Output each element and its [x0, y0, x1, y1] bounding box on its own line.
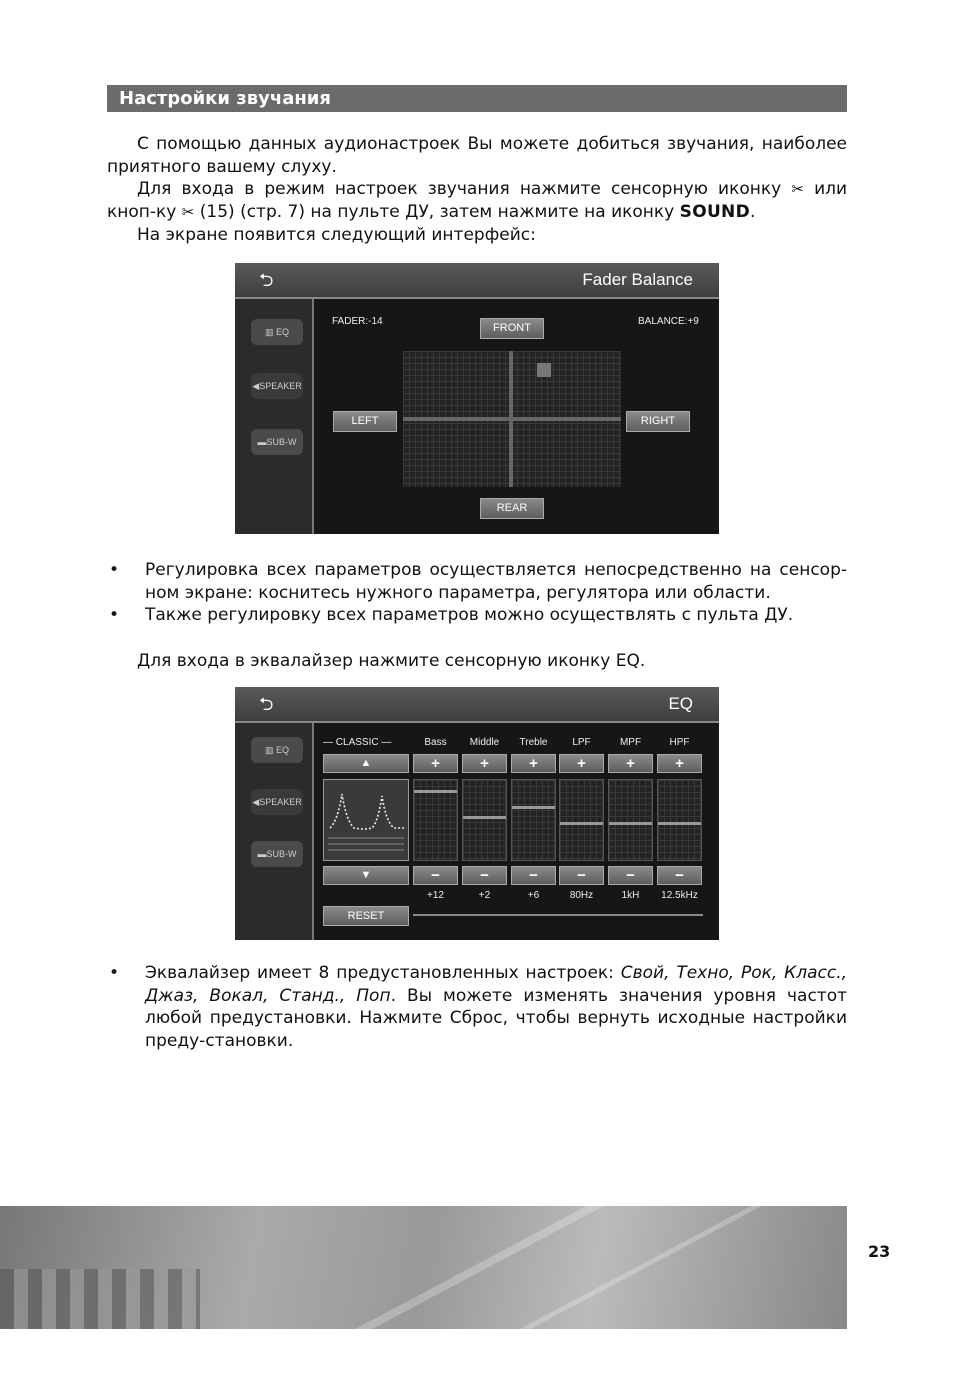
screen-title: Fader Balance [582, 270, 693, 289]
eq-icon: ▥ [264, 745, 274, 755]
intro-paragraph-2: Для входа в режим настроек звучания нажмите сенсорную иконку ✂ или кноп-ку ✂ (15) (стр. 7) на пульте ДУ, затем нажмите на иконку SOUND. [107, 179, 848, 222]
speaker-icon: ◀ [252, 797, 260, 807]
film-strip-graphic [0, 1269, 200, 1329]
band-minus-button[interactable]: − [511, 866, 556, 885]
band-plus-button[interactable]: + [657, 754, 702, 773]
band-level-marker[interactable] [414, 790, 457, 793]
band-value: 12.5kHz [661, 890, 698, 901]
band-name: HPF [669, 737, 690, 748]
band-plus-button[interactable]: + [462, 754, 507, 773]
band-slider[interactable] [462, 779, 507, 861]
list-item: • Эквалайзер имеет 8 предустановленных настроек: Свой, Техно, Рок, Класс., Джаз, Вокал, Станд., Поп. Вы можете изменять значения уровня частот любой предустановки. Нажмите Сброс, чтобы вернуть исходные настройки преду-становки. [109, 963, 848, 1051]
intro-paragraph-1: С помощью данных аудионастроек Вы можете добиться звучания, наиболее приятного вашему слуху. [107, 134, 847, 177]
band-slider[interactable] [657, 779, 702, 861]
band-slider[interactable] [559, 779, 604, 861]
subwoofer-icon: ▬ [257, 849, 267, 859]
balance-value: BALANCE:+9 [638, 316, 699, 327]
band-level-marker[interactable] [463, 816, 506, 819]
triangle-down-icon: ▼ [360, 869, 372, 881]
eq-screen [235, 687, 719, 940]
subwoofer-icon: ▬ [257, 437, 267, 447]
fader-balance-handle[interactable] [537, 363, 551, 377]
fader-balance-grid[interactable] [403, 351, 621, 487]
sidebar-item-speaker[interactable]: ◀SPEAKER [251, 789, 303, 815]
band-name: Bass [424, 737, 447, 748]
band-value: 80Hz [569, 890, 594, 901]
band-slider[interactable] [608, 779, 653, 861]
fader-balance-screen [235, 263, 719, 534]
sidebar [235, 299, 314, 534]
band-name: Middle [469, 737, 500, 748]
band-level-marker[interactable] [560, 822, 603, 825]
preset-up-button[interactable] [323, 754, 409, 773]
band-slider[interactable] [511, 779, 556, 861]
preset-preview [323, 779, 409, 861]
band-value: +2 [478, 890, 491, 901]
sidebar [235, 723, 314, 940]
list-item: • Регулировка всех параметров осуществляется непосредственно на сенсор-ном экране: коснитесь нужного параметра, регулятора или области. [109, 560, 847, 603]
fader-value: FADER:-14 [332, 316, 383, 327]
screen-title: EQ [668, 694, 693, 713]
preset-label: — CLASSIC — [323, 737, 392, 748]
band-name: MPF [619, 737, 642, 748]
rear-button[interactable]: REAR [480, 498, 544, 519]
footer-decorative-image [0, 1206, 847, 1329]
reset-button[interactable]: RESET [323, 906, 409, 926]
band-minus-button[interactable]: − [413, 866, 458, 885]
front-button[interactable]: FRONT [480, 318, 544, 339]
wrench-icon: ✂ [791, 180, 804, 198]
eq-intro-paragraph: Для входа в эквалайзер нажмите сенсорную иконку EQ. [137, 651, 646, 671]
sidebar-item-sub-w[interactable]: ▬SUB-W [251, 429, 303, 455]
sidebar-item-eq[interactable]: ▥ EQ [251, 319, 303, 345]
list-item: • Также регулировку всех параметров можно осуществлять с пульта ДУ. [109, 605, 794, 625]
sidebar-item-speaker[interactable]: ◀SPEAKER [251, 373, 303, 399]
page-number: 23 [868, 1242, 891, 1261]
band-minus-button[interactable]: − [608, 866, 653, 885]
left-button[interactable]: LEFT [333, 411, 397, 432]
band-minus-button[interactable]: − [559, 866, 604, 885]
preset-down-button[interactable] [323, 866, 409, 885]
speaker-icon: ◀ [252, 381, 260, 391]
band-level-marker[interactable] [658, 822, 701, 825]
sidebar-item-sub-w[interactable]: ▬SUB-W [251, 841, 303, 867]
eq-icon: ▥ [264, 327, 274, 337]
band-value: +12 [427, 890, 444, 901]
band-value: +6 [527, 890, 540, 901]
wrench-icon: ✂ [181, 202, 195, 221]
band-name: Treble [519, 737, 548, 748]
band-value: 1kH [621, 890, 640, 901]
band-level-marker[interactable] [512, 806, 555, 809]
screen-header [235, 263, 719, 299]
band-minus-button[interactable]: − [657, 866, 702, 885]
divider [413, 914, 703, 916]
band-plus-button[interactable]: + [511, 754, 556, 773]
band-plus-button[interactable]: + [413, 754, 458, 773]
center-horizontal-line [403, 417, 621, 421]
intro-paragraph-3: На экране появится следующий интерфейс: [137, 225, 536, 245]
right-button[interactable]: RIGHT [626, 411, 690, 432]
band-level-marker[interactable] [609, 822, 652, 825]
sidebar-item-eq[interactable]: ▥ EQ [251, 737, 303, 763]
section-title: Настройки звучания [107, 85, 847, 112]
band-slider[interactable] [413, 779, 458, 861]
band-minus-button[interactable]: − [462, 866, 507, 885]
band-name: LPF [572, 737, 591, 748]
back-icon[interactable]: ⮌ [259, 270, 274, 290]
band-plus-button[interactable]: + [559, 754, 604, 773]
triangle-up-icon: ▲ [360, 757, 372, 769]
eq-curve-icon [324, 780, 408, 860]
band-plus-button[interactable]: + [608, 754, 653, 773]
screen-header [235, 687, 719, 723]
back-icon[interactable]: ⮌ [259, 694, 274, 714]
